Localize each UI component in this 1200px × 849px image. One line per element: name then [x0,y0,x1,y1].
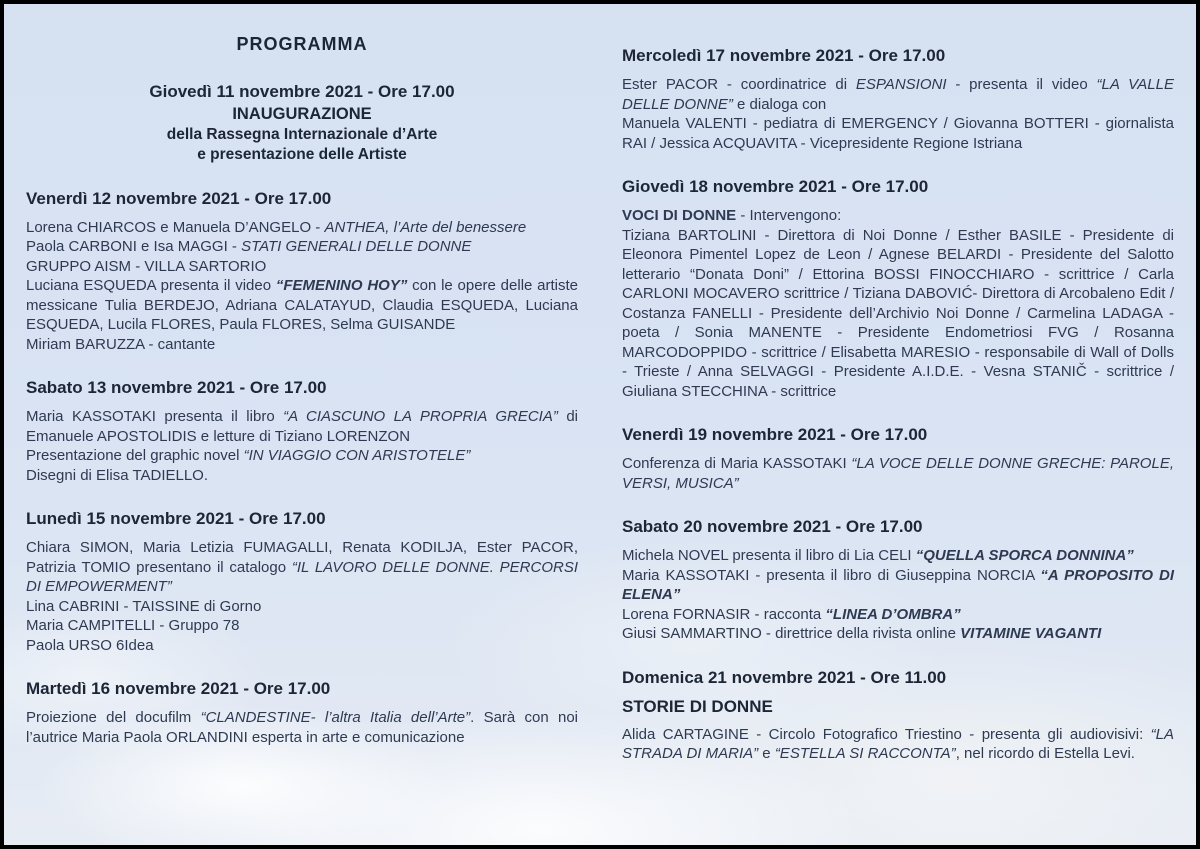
event-date-heading: Giovedì 18 novembre 2021 - Ore 17.00 [622,177,929,196]
text-run: Lina CABRINI - TAISSINE di Gorno [26,597,262,615]
text-run: Paola URSO 6Idea [26,636,154,654]
event-paragraph [622,546,1174,566]
event-subheading: STORIE DI DONNE [622,696,773,716]
text-run: Lorena FORNASIR - racconta [622,605,826,623]
text-run: Giusi SAMMARTINO - direttrice della rivista online [622,625,961,642]
event-section [622,424,1174,493]
event-section [622,45,1174,153]
event-date-heading: Venerdì 12 novembre 2021 - Ore 17.00 [26,188,332,208]
text-run: Conferenza di Maria KASSOTAKI [622,455,852,472]
opening-lines [26,104,578,165]
text-run: STATI GENERALI DELLE DONNE [241,238,472,255]
right-sections [622,45,1174,764]
event-date-heading: Sabato 20 novembre 2021 - Ore 17.00 [622,517,923,536]
text-run: “LA VALLE DELLE DONNE” [622,76,1174,113]
text-run: Chiara SIMON, Maria Letizia FUMAGALLI, Renata KODILJA, Ester PACOR, Patrizia TOMIO presentano il catalogo [26,539,578,576]
text-run: ESPANSIONI [855,76,947,93]
text-run: “IN VIAGGIO CON ARISTOTELE” [243,447,471,464]
event-paragraph [26,276,578,335]
event-date-heading: Sabato 13 novembre 2021 - Ore 17.00 [26,378,327,397]
text-run: “FEMENINO HOY” [275,277,408,294]
event-paragraph [26,616,578,636]
event-date-heading: Venerdì 19 novembre 2021 - Ore 17.00 [622,425,928,444]
opening-line: della Rassegna Internazionale d’Arte [166,125,438,143]
event-paragraph [26,257,578,277]
document-header [26,34,578,165]
event-date-heading: Lunedì 15 novembre 2021 - Ore 17.00 [26,509,326,528]
event-section [622,176,1174,401]
event-date-heading: Martedì 16 novembre 2021 - Ore 17.00 [26,679,331,698]
text-run: “A CIASCUNO LA PROPRIA GRECIA” [283,408,558,425]
event-paragraph [26,466,578,486]
page-title: PROGRAMMA [236,34,368,54]
opening-line: INAUGURAZIONE [232,105,372,123]
text-run: VITAMINE VAGANTI [960,625,1102,642]
text-run: “LA STRADA DI MARIA” [622,725,1174,762]
text-run: , nel ricordo di Estella Levi. [955,745,1135,762]
left-sections [26,188,578,748]
text-run: e dialoga con [732,95,827,113]
event-date-heading: Mercoledì 17 novembre 2021 - Ore 17.00 [622,46,946,65]
event-paragraph [26,218,578,238]
event-paragraph [26,237,578,257]
text-run: Lorena CHIARCOS e Manuela D’ANGELO - [26,218,325,236]
event-paragraph [26,708,578,747]
text-run: e [758,745,775,762]
text-run: Maria CAMPITELLI - Gruppo 78 [26,617,240,634]
event-paragraph [26,538,578,597]
event-section [26,188,578,355]
text-run: Tiziana BARTOLINI - Direttora di Noi Donne / Esther BASILE - Presidente di Eleonora Pimentel Lopez de Leon / Agnese BELARDI - Presidente del Salotto letterario “Donata Doni” / Ettorina BOSSI FINOCCHIARO - scrittrice / Carla CARLONI MOCAVERO scrittrice / Tiziana DABOVIĆ- Direttora di Arcobaleno Edit / Costanza FANELLI - Presidente dell’Archivio Noi Donne / Carmelina LADAGA - poeta / Sonia MANENTE - Presidente Endometriosi FVG / Rosanna MARCODOPPIDO - scrittrice / Elisabetta MARESIO - responsabile di Wall of Dolls - Trieste / Anna SELVAGGI - Presidente A.I.D.E. - Vesna STANIČ - scrittrice / Giuliana STECCHINA - scrittrice [622,226,1174,400]
event-paragraph [622,624,1174,644]
text-run: . Sarà con noi l’autrice Maria Paola ORLANDINI esperta in arte e comunicazione [26,709,578,746]
text-run: Michela NOVEL presenta il libro di Lia CELI [622,547,916,564]
text-run: GRUPPO AISM - VILLA SARTORIO [26,257,267,275]
text-run: Alida CARTAGINE - Circolo Fotografico Triestino - presenta gli audiovisivi: [622,725,1151,743]
text-run: - presenta il video [946,76,1097,93]
text-run: Luciana ESQUEDA presenta il video [26,277,276,294]
text-run: ANTHEA, l’Arte del benessere [324,218,527,236]
event-paragraph [622,226,1174,402]
text-run: “LINEA D’OMBRA” [825,605,961,623]
event-section [26,377,578,485]
event-paragraph [622,206,1174,226]
left-column [26,22,578,835]
event-paragraph [622,114,1174,153]
event-paragraph [622,75,1174,114]
text-run: “CLANDESTINE- l’altra Italia dell’Arte” [200,709,471,726]
text-run: - Intervengono: [736,207,842,224]
text-run: Manuela VALENTI - pediatra di EMERGENCY / Giovanna BOTTERI - giornalista RAI / Jessica ACQUAVITA - Vicepresidente Regione Istriana [622,115,1174,152]
text-run: Miriam BARUZZA - cantante [26,335,216,353]
text-run: Disegni di Elisa TADIELLO. [26,466,209,484]
text-run: Proiezione del docufilm [26,709,201,726]
event-paragraph [26,407,578,446]
text-run: VOCI DI DONNE [622,207,737,224]
text-run: “ESTELLA SI RACCONTA” [774,745,956,762]
event-section [622,667,1174,764]
event-paragraph [26,597,578,617]
text-run: “LA VOCE DELLE DONNE GRECHE: PAROLE, VERSI, MUSICA” [622,455,1174,492]
text-run: Presentazione del graphic novel [26,447,244,464]
text-run: “IL LAVORO DELLE DONNE. PERCORSI DI EMPOWERMENT” [26,558,578,595]
text-run: Maria KASSOTAKI presenta il libro [26,408,284,425]
event-date-heading: Domenica 21 novembre 2021 - Ore 11.00 [622,667,947,687]
event-paragraph [622,605,1174,625]
event-paragraph [622,566,1174,605]
event-paragraph [26,636,578,656]
text-run: Ester PACOR - coordinatrice di [622,76,856,93]
event-paragraph [26,335,578,355]
text-run: con le opere delle artiste messicane Tulia BERDEJO, Adriana CALATAYUD, Claudia ESQUEDA, Luciana ESQUEDA, Lucila FLORES, Paula FLORES, Selma GUISANDE [26,277,578,333]
event-paragraph [622,454,1174,493]
text-run: “QUELLA SPORCA DONNINA” [915,547,1134,564]
event-paragraph [622,725,1174,764]
event-paragraph [26,446,578,466]
event-section [622,516,1174,644]
text-run: “A PROPOSITO DI ELENA” [622,566,1174,603]
opening-date-heading: Giovedì 11 novembre 2021 - Ore 17.00 [149,82,455,101]
text-run: di Emanuele APOSTOLIDIS e letture di Tiziano LORENZON [26,408,578,445]
text-run: Maria KASSOTAKI - presenta il libro di Giuseppina NORCIA [622,566,1041,584]
opening-line: e presentazione delle Artiste [197,145,407,163]
event-section [26,508,578,655]
text-run: Paola CARBONI e Isa MAGGI - [26,238,242,255]
right-column [622,22,1174,835]
event-section [26,678,578,747]
